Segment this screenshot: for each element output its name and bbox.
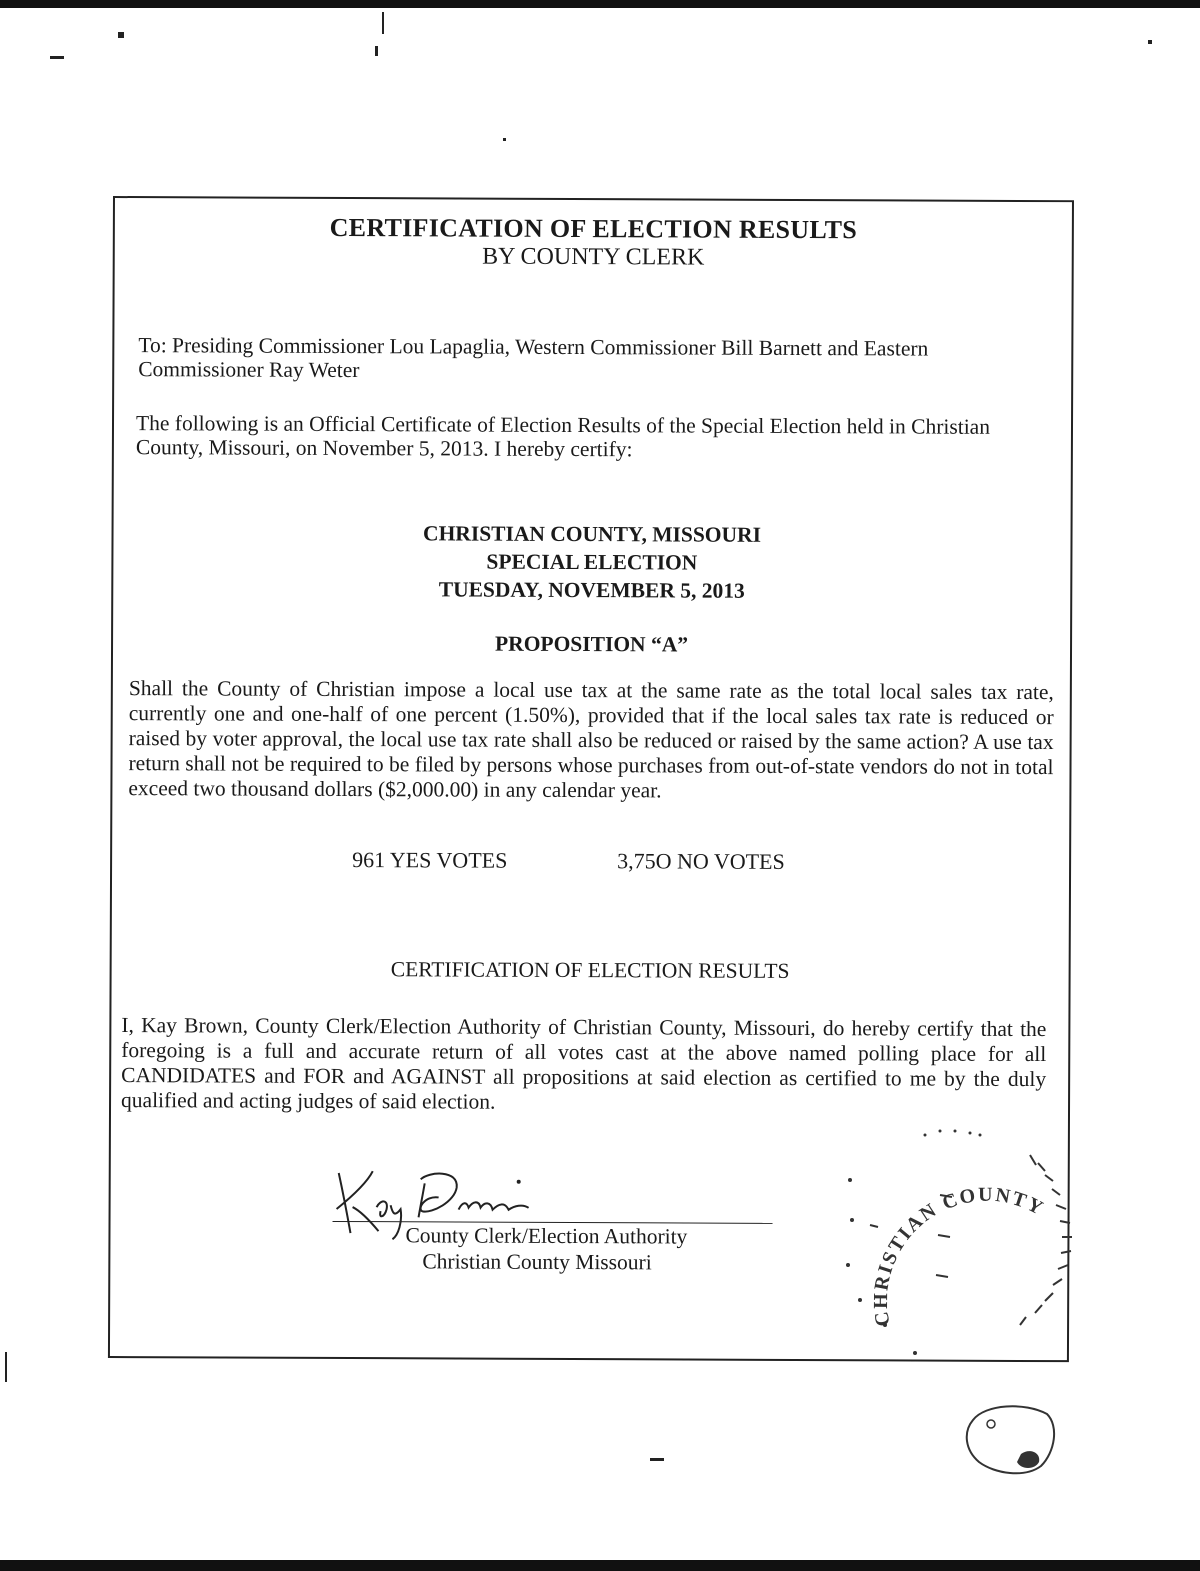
scan-border-bottom: [0, 1560, 1200, 1571]
svg-text:CHRISTIAN COUNTY: [870, 1184, 1048, 1328]
ballot-question: Shall the County of Christian impose a local use tax at the same rate as the total local sales tax rate, currently one and one-half of one percent (1.50%), provided that if the local sales tax rate is reduced or raised by voter approval, the local use tax rate shall also be reduced or raised by the same action? A use tax return shall not be required to be filed by persons whose purchases from out-of-state vendors do not in total exceed two thousand dollars ($2,000.00) in any calendar year.: [128, 676, 1054, 803]
certification-heading: CERTIFICATION OF ELECTION RESULTS: [390, 957, 790, 983]
certification-paragraph: I, Kay Brown, County Clerk/Election Authority of Christian County, Missouri, do hereby certify that the foregoing is a full and accurate return of all votes cast at the above named polling place for all CANDIDATES and FOR and AGAINST all propositions at said election as certified to me by the duly qualified and acting judges of said election.: [121, 1013, 1047, 1114]
intro-paragraph: The following is an Official Certificate of Election Results of the Special Election held in Christian County, Missouri, on November 5, 2013. I hereby certify:: [135, 411, 991, 462]
addressee-paragraph: To: Presiding Commissioner Lou Lapaglia, Western Commissioner Bill Barnett and Eastern Commissioner Ray Weter: [138, 333, 929, 383]
scan-speck: [650, 1458, 664, 1461]
scan-speck: [503, 138, 506, 141]
election-county-heading: CHRISTIAN COUNTY, MISSOURI: [423, 521, 762, 547]
proposition-heading: PROPOSITION “A”: [495, 631, 689, 657]
election-type-heading: SPECIAL ELECTION: [486, 549, 698, 575]
scan-speck: [1148, 40, 1152, 44]
scan-speck: [5, 1352, 7, 1382]
scan-speck: [382, 12, 384, 34]
signatory-role: County Clerk/Election Authority: [405, 1223, 688, 1249]
scan-border-top: [0, 0, 1200, 8]
county-seal-stamp: [830, 1125, 1090, 1365]
scan-speck: [118, 32, 124, 38]
seal-text: CHRISTIAN COUNTY: [869, 1183, 1049, 1328]
stamp-blot: [955, 1400, 1065, 1480]
no-votes: 3,75O NO VOTES: [617, 848, 785, 874]
scan-speck: [375, 46, 378, 56]
document-subtitle: BY COUNTY CLERK: [482, 243, 705, 271]
signatory-county: Christian County Missouri: [422, 1249, 652, 1275]
scan-speck: [50, 56, 64, 59]
document-title: CERTIFICATION OF ELECTION RESULTS: [329, 212, 858, 245]
election-date-heading: TUESDAY, NOVEMBER 5, 2013: [438, 577, 745, 603]
yes-votes: 961 YES VOTES: [352, 847, 508, 873]
